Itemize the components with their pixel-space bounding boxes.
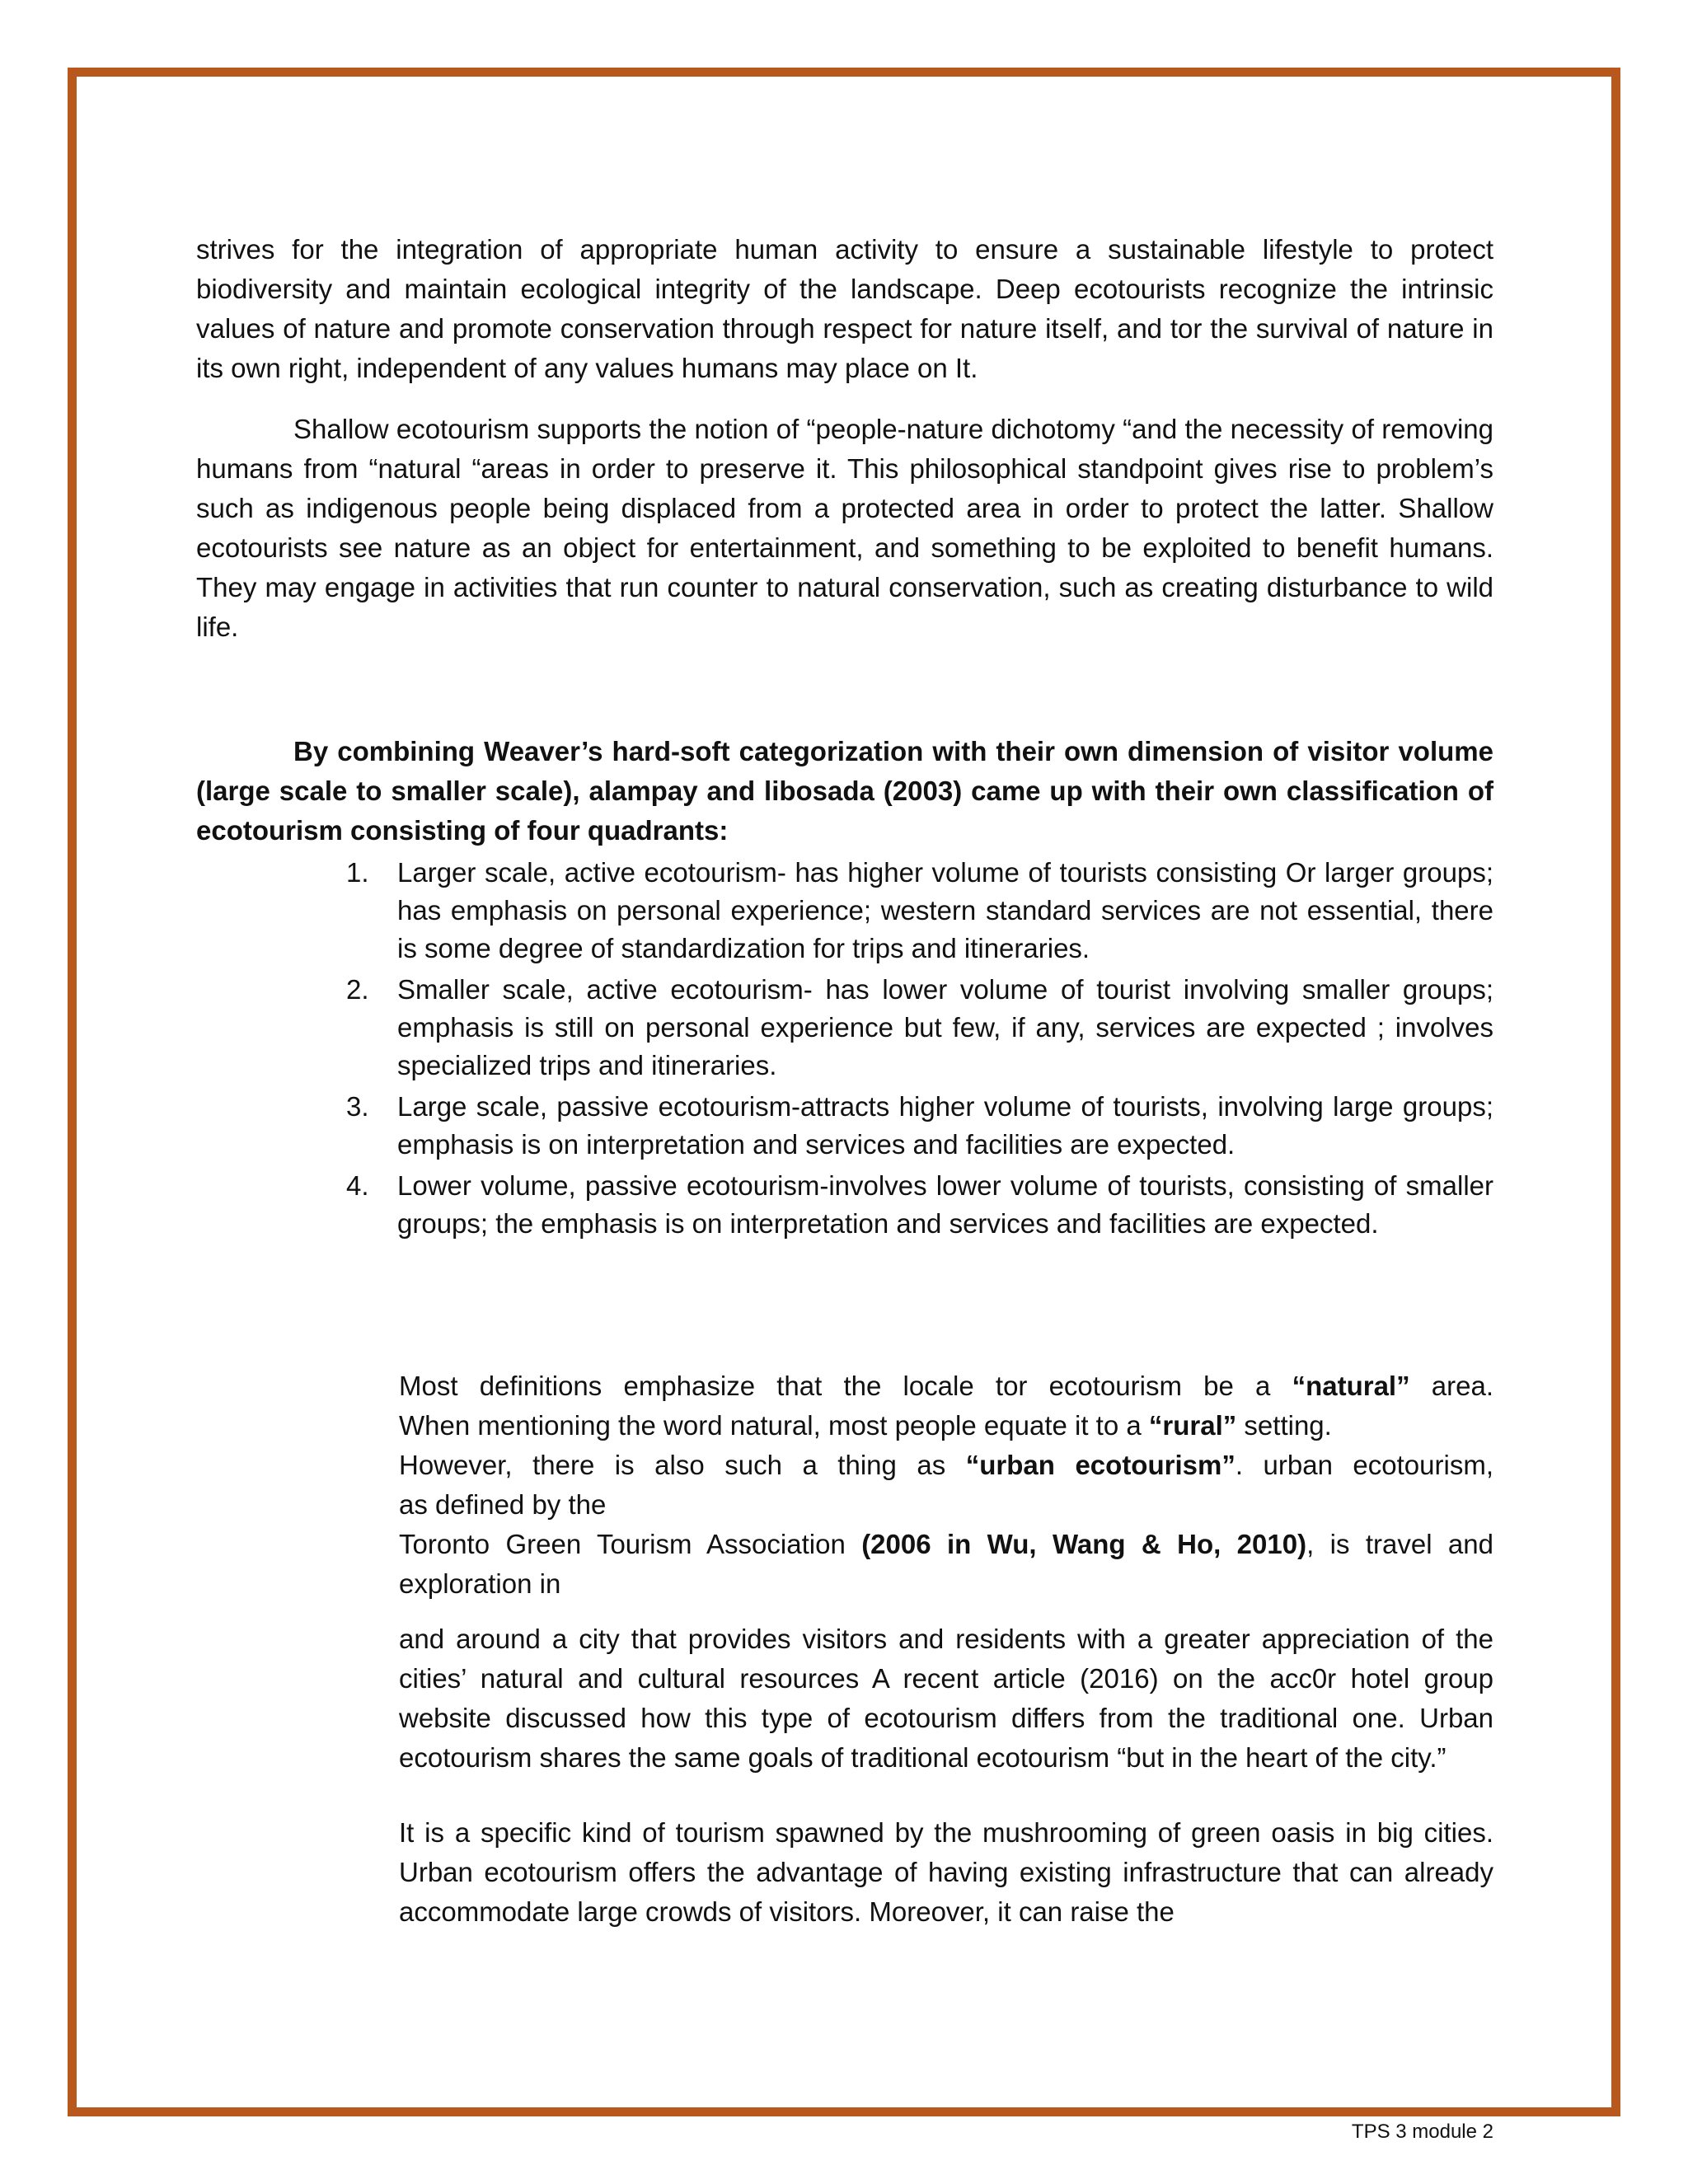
list-item: 4. Lower volume, passive ecotourism-involves lower volume of tourists, consisting of smaller groups; the emphasis is on interpretation and services and facilities are expected. [346,1170,1493,1239]
list-item: 2. Smaller scale, active ecotourism- has lower volume of tourist involving smaller groups; emphasis is still on personal experience but few, if any, services are expected ; involves specialized trips and itineraries. [346,974,1493,1080]
paragraph-deep-ecotourism: strives for the integration of appropriate human activity to ensure a sustainable lifestyle to protect biodiversity and maintain ecological integrity of the landscape. Deep ecotourists recognize the intrinsic values of nature and promote conservation through respect for nature itself, and tor the survival of nature in its own right, independent of any values humans may place on It. [196,234,1493,383]
paragraph-around-city: and around a city that provides visitors and residents with a greater appreciation of the cities’ natural and cultural resources A recent article (2016) on the acc0r hotel group website discussed how this type of ecotourism differs from the traditional one. Urban ecotourism shares the same goals of traditional ecotourism “but in the heart of the city.” [399,1624,1493,1773]
paragraph-specific-tourism: It is a specific kind of tourism spawned by the mushrooming of green oasis in big cities. Urban ecotourism offers the advantage of having existing infrastructure that can already accommodate large crowds of visitors. Moreover, it can raise the [399,1817,1493,1927]
paragraph-shallow-ecotourism: Shallow ecotourism supports the notion of “people-nature dichotomy “and the necessity of removing humans from “natural “areas in order to preserve it. This philosophical standpoint gives rise to problem’s such as indigenous people being displaced from a protected area in order to protect the latter. Shallow ecotourists see nature as an object for entertainment, and something to be exploited to benefit humans. They may engage in activities that run counter to natural conservation, such as creating disturbance to wild life. [196,414,1493,642]
list-item: 1. Larger scale, active ecotourism- has higher volume of tourists consisting Or larger groups; has emphasis on personal experience; western standard services are not essential, there is some degree of standardization for trips and itineraries. [346,857,1493,963]
page-footer: TPS 3 module 2 [1351,2121,1493,2143]
quadrant-list [346,854,1493,1246]
paragraph-classification-intro: By combining Weaver’s hard-soft categorization with their own dimension of visitor volume (large scale to smaller scale), alampay and libosada (2003) came up with their own classification of ecotourism consisting of four quadrants: [196,736,1493,846]
urban-ecotourism-definition: Most definitions emphasize that the locale tor ecotourism be a “natural” area. When mentioning the word natural, most people equate it to a “rural” setting. However, there is also such a thing as “urban ecotourism”. urban ecotourism, as defined by the Toronto Green Tourism Association (2006 in Wu, Wang & Ho, 2010), is travel and exploration in [399,1371,1494,1599]
list-item: 3. Large scale, passive ecotourism-attracts higher volume of tourists, involving large groups; emphasis is on interpretation and services and facilities are expected. [346,1091,1493,1160]
